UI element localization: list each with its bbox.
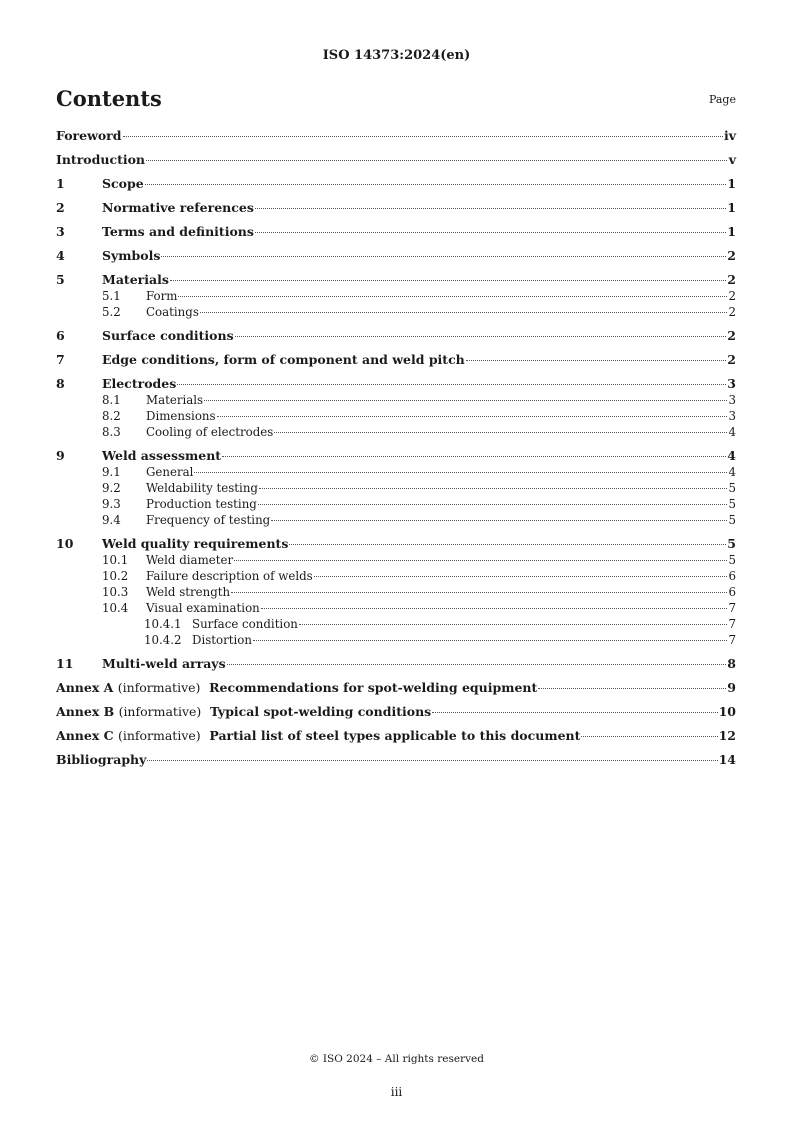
toc-entry-page: 2 bbox=[727, 272, 736, 287]
toc-entry-clause-6[interactable] bbox=[56, 328, 736, 344]
toc-entry-page: 2 bbox=[728, 289, 736, 303]
clause-number: 1 bbox=[56, 176, 65, 191]
dot-leader bbox=[259, 488, 727, 489]
toc-entry-5-2[interactable] bbox=[56, 304, 736, 320]
dot-leader bbox=[222, 456, 726, 457]
subclause-number: 8.3 bbox=[102, 425, 121, 439]
annex-name: Annex B bbox=[56, 704, 115, 719]
subclause-number: 9.3 bbox=[102, 497, 121, 511]
subclause-number: 8.1 bbox=[102, 393, 121, 407]
page-title: Contents bbox=[56, 86, 162, 111]
toc-entry-label: Failure description of welds bbox=[146, 569, 313, 583]
subclause-number: 5.1 bbox=[102, 289, 121, 303]
toc-entry-page: 2 bbox=[727, 248, 736, 263]
toc-entry-page: 4 bbox=[728, 465, 736, 479]
clause-number: 3 bbox=[56, 224, 65, 239]
subclause-number: 10.3 bbox=[102, 585, 129, 599]
toc-entry-page: 10 bbox=[718, 704, 736, 719]
toc-entry-page: iv bbox=[723, 128, 736, 143]
dot-leader bbox=[194, 472, 727, 473]
dot-leader bbox=[289, 544, 726, 545]
dot-leader bbox=[145, 184, 727, 185]
dot-leader bbox=[258, 504, 727, 505]
toc-entry-label: Frequency of testing bbox=[146, 513, 271, 527]
toc-entry-clause-8[interactable] bbox=[56, 376, 736, 392]
dot-leader bbox=[432, 712, 717, 713]
clause-number: 11 bbox=[56, 656, 74, 671]
dot-leader bbox=[234, 560, 727, 561]
dot-leader bbox=[253, 640, 727, 641]
toc-entry-page: 5 bbox=[728, 497, 736, 511]
toc-entry-label: Coatings bbox=[146, 305, 199, 319]
toc-entry-8-1[interactable] bbox=[56, 392, 736, 408]
toc-entry-page: 7 bbox=[728, 601, 736, 615]
toc-entry-label: Weld diameter bbox=[146, 553, 234, 567]
toc-entry-10-4-1[interactable] bbox=[56, 616, 736, 632]
toc-entry-label: Normative references bbox=[102, 200, 254, 215]
toc-entry-label: Foreword bbox=[56, 128, 122, 143]
toc-entry-label: Surface conditions bbox=[102, 328, 234, 343]
toc-entry-foreword[interactable] bbox=[56, 128, 736, 144]
dot-leader bbox=[314, 576, 727, 577]
dot-leader bbox=[146, 160, 727, 161]
toc-entry-label: Edge conditions, form of component and weld pitch bbox=[102, 352, 465, 367]
toc-entry-label: Dimensions bbox=[146, 409, 216, 423]
toc-entry-page: 1 bbox=[727, 200, 736, 215]
toc-entry-10-2[interactable] bbox=[56, 568, 736, 584]
toc-entry-page: 1 bbox=[727, 224, 736, 239]
subclause-number: 9.2 bbox=[102, 481, 121, 495]
annex-name: Annex A bbox=[56, 680, 114, 695]
toc-entry-page: 3 bbox=[728, 393, 736, 407]
clause-number: 10 bbox=[56, 536, 74, 551]
dot-leader bbox=[299, 624, 727, 625]
dot-leader bbox=[235, 336, 727, 337]
toc-entry-page: 6 bbox=[728, 585, 736, 599]
toc-entry-label: Terms and definitions bbox=[102, 224, 254, 239]
toc-entry-page: 5 bbox=[727, 536, 736, 551]
toc-entry-label: Production testing bbox=[146, 497, 257, 511]
subclause-number: 10.4.1 bbox=[144, 617, 182, 631]
toc-entry-annex-b[interactable] bbox=[56, 704, 736, 720]
toc-entry-label: Visual examination bbox=[146, 601, 260, 615]
toc-entry-clause-5[interactable] bbox=[56, 272, 736, 288]
toc-entry-label: Typical spot-welding conditions bbox=[210, 704, 432, 719]
toc-entry-page: 12 bbox=[718, 728, 736, 743]
toc-entry-page: 5 bbox=[728, 513, 736, 527]
toc-entry-page: 6 bbox=[728, 569, 736, 583]
clause-number: 8 bbox=[56, 376, 65, 391]
toc-entry-label: Materials bbox=[102, 272, 169, 287]
clause-number: 7 bbox=[56, 352, 65, 367]
toc-entry-label: Surface condition bbox=[192, 617, 298, 631]
toc-entry-annex-c[interactable] bbox=[56, 728, 736, 744]
annex-name: Annex C bbox=[56, 728, 114, 743]
toc-entry-9-2[interactable] bbox=[56, 480, 736, 496]
dot-leader bbox=[227, 664, 727, 665]
toc-entry-label: Recommendations for spot-welding equipment bbox=[209, 680, 538, 695]
subclause-number: 10.4.2 bbox=[144, 633, 182, 647]
dot-leader bbox=[217, 416, 727, 417]
toc-entry-5-1[interactable] bbox=[56, 288, 736, 304]
toc-entry-page: 2 bbox=[727, 328, 736, 343]
toc-entry-annex-a[interactable] bbox=[56, 680, 736, 696]
subclause-number: 8.2 bbox=[102, 409, 121, 423]
toc-entry-clause-9[interactable] bbox=[56, 448, 736, 464]
toc-entry-9-4[interactable] bbox=[56, 512, 736, 528]
toc-entry-clause-1[interactable] bbox=[56, 176, 736, 192]
toc-entry-clause-2[interactable] bbox=[56, 200, 736, 216]
dot-leader bbox=[271, 520, 727, 521]
toc-entry-page: 8 bbox=[727, 656, 736, 671]
dot-leader bbox=[123, 136, 723, 137]
toc-entry-label: General bbox=[146, 465, 194, 479]
toc-entry-page: 4 bbox=[727, 448, 736, 463]
clause-number: 6 bbox=[56, 328, 65, 343]
document-id-header: ISO 14373:2024(en) bbox=[322, 48, 471, 63]
dot-leader bbox=[581, 736, 717, 737]
toc-entry-label: Symbols bbox=[102, 248, 161, 263]
toc-entry-page: 3 bbox=[727, 376, 736, 391]
dot-leader bbox=[255, 208, 726, 209]
copyright-footer: © ISO 2024 – All rights reserved bbox=[309, 1053, 484, 1065]
dot-leader bbox=[231, 592, 727, 593]
dot-leader bbox=[274, 432, 727, 433]
toc-entry-label: Bibliography bbox=[56, 752, 147, 767]
toc-entry-page: 14 bbox=[718, 752, 736, 767]
toc-entry-label: Scope bbox=[102, 176, 144, 191]
toc-entry-8-3[interactable] bbox=[56, 424, 736, 440]
toc-entry-9-1[interactable] bbox=[56, 464, 736, 480]
subclause-number: 9.4 bbox=[102, 513, 121, 527]
dot-leader bbox=[178, 296, 727, 297]
toc-entry-10-3[interactable] bbox=[56, 584, 736, 600]
toc-entry-page: 5 bbox=[728, 481, 736, 495]
toc-entry-clause-11[interactable] bbox=[56, 656, 736, 672]
toc-entry-10-1[interactable] bbox=[56, 552, 736, 568]
toc-entry-clause-3[interactable] bbox=[56, 224, 736, 240]
dot-leader bbox=[538, 688, 726, 689]
toc-entry-label: Weld assessment bbox=[102, 448, 222, 463]
dot-leader bbox=[466, 360, 727, 361]
annex-type: (informative) bbox=[118, 704, 202, 719]
toc-entry-page: v bbox=[728, 152, 736, 167]
dot-leader bbox=[261, 608, 727, 609]
clause-number: 9 bbox=[56, 448, 65, 463]
dot-leader bbox=[204, 400, 727, 401]
toc-entry-label: Partial list of steel types applicable to this document bbox=[209, 728, 581, 743]
toc-entry-page: 1 bbox=[727, 176, 736, 191]
subclause-number: 9.1 bbox=[102, 465, 121, 479]
toc-entry-page: 7 bbox=[728, 633, 736, 647]
toc-entry-label: Weld strength bbox=[146, 585, 231, 599]
toc-entry-introduction[interactable] bbox=[56, 152, 736, 168]
toc-entry-label: Form bbox=[146, 289, 178, 303]
subclause-number: 10.1 bbox=[102, 553, 129, 567]
toc-entry-label: Materials bbox=[146, 393, 204, 407]
toc-entry-bibliography[interactable] bbox=[56, 752, 736, 768]
toc-entry-10-4[interactable] bbox=[56, 600, 736, 616]
annex-type: (informative) bbox=[117, 680, 201, 695]
toc-entry-9-3[interactable] bbox=[56, 496, 736, 512]
toc-entry-page: 9 bbox=[727, 680, 736, 695]
subclause-number: 5.2 bbox=[102, 305, 121, 319]
toc-entry-label: Weld quality requirements bbox=[102, 536, 289, 551]
toc-entry-label: Cooling of electrodes bbox=[146, 425, 274, 439]
toc-entry-8-2[interactable] bbox=[56, 408, 736, 424]
dot-leader bbox=[161, 256, 726, 257]
toc-entry-label: Weldability testing bbox=[146, 481, 258, 495]
toc-entry-page: 2 bbox=[728, 305, 736, 319]
toc-entry-10-4-2[interactable] bbox=[56, 632, 736, 648]
toc-entry-label: Introduction bbox=[56, 152, 146, 167]
subclause-number: 10.4 bbox=[102, 601, 129, 615]
dot-leader bbox=[255, 232, 726, 233]
toc-entry-page: 7 bbox=[728, 617, 736, 631]
dot-leader bbox=[170, 280, 726, 281]
contents-heading-row bbox=[56, 86, 736, 114]
toc-entry-label: Distortion bbox=[192, 633, 252, 647]
toc-entry-clause-7[interactable] bbox=[56, 352, 736, 368]
clause-number: 4 bbox=[56, 248, 65, 263]
table-of-contents bbox=[56, 128, 736, 768]
clause-number: 2 bbox=[56, 200, 65, 215]
dot-leader bbox=[147, 760, 717, 761]
subclause-number: 10.2 bbox=[102, 569, 129, 583]
annex-type: (informative) bbox=[117, 728, 201, 743]
toc-entry-clause-10[interactable] bbox=[56, 536, 736, 552]
page-number: iii bbox=[390, 1085, 403, 1099]
dot-leader bbox=[177, 384, 726, 385]
toc-entry-page: 4 bbox=[728, 425, 736, 439]
toc-entry-page: 3 bbox=[728, 409, 736, 423]
page-column-label: Page bbox=[708, 93, 736, 106]
toc-entry-label: Electrodes bbox=[102, 376, 177, 391]
toc-entry-page: 2 bbox=[727, 352, 736, 367]
clause-number: 5 bbox=[56, 272, 65, 287]
dot-leader bbox=[200, 312, 727, 313]
toc-entry-clause-4[interactable] bbox=[56, 248, 736, 264]
toc-entry-page: 5 bbox=[728, 553, 736, 567]
toc-entry-label: Multi-weld arrays bbox=[102, 656, 226, 671]
